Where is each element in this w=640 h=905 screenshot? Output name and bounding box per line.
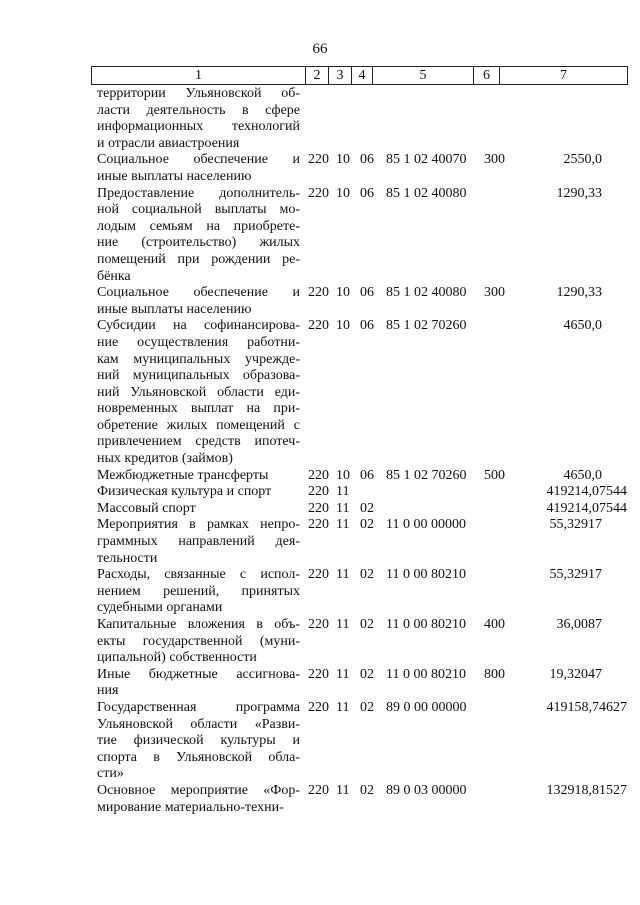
row-col-3: 10 <box>336 318 350 334</box>
row-col-4: 02 <box>360 517 374 533</box>
row-col-3: 11 <box>336 617 350 632</box>
row-col-7: 1290,33 <box>556 185 602 201</box>
row-col-2: 220 <box>308 318 329 334</box>
row-col-3: 10 <box>336 467 350 483</box>
row-name-line: ной социальной выплаты мо- <box>97 202 300 218</box>
row-name-line: новременных выплат на при- <box>97 401 300 417</box>
row-col-5: 11 0 00 80210 <box>386 666 466 682</box>
header-col-4: 4 <box>352 67 373 84</box>
row-name <box>97 501 300 518</box>
row-col-7: 132918,81527 <box>546 782 627 798</box>
row-name-line: ний муниципальных образова- <box>97 368 300 384</box>
header-col-2: 2 <box>306 67 329 84</box>
row-name-line: ние осуществления работни- <box>97 334 300 350</box>
row-col-2: 220 <box>308 152 329 168</box>
row-col-5: 11 0 00 00000 <box>386 517 466 533</box>
row-name-line: спорта в Ульяновской обла- <box>97 749 300 765</box>
table-row <box>97 667 627 700</box>
row-col-7: 55,32917 <box>549 567 602 583</box>
row-name-line: Мероприятия в рамках непро- <box>97 517 300 533</box>
row-name <box>97 667 300 700</box>
row-name-line: Иные бюджетные ассигнова- <box>97 666 300 682</box>
row-col-5: 85 1 02 70260 <box>386 318 467 334</box>
row-col-3: 11 <box>336 500 350 516</box>
row-name-line: привлечением средств ипотеч- <box>97 434 300 450</box>
row-col-7: 1290,33 <box>556 285 602 301</box>
row-col-2: 220 <box>308 500 329 516</box>
row-col-5: 85 1 02 40080 <box>386 185 467 201</box>
row-col-4: 02 <box>360 567 374 583</box>
row-name <box>97 318 300 467</box>
row-name-line: Капитальные вложения в объ- <box>97 617 300 632</box>
row-col-7: 2550,0 <box>563 152 602 168</box>
row-col-2: 220 <box>308 484 329 500</box>
row-name-line: ласти деятельность в сфере <box>97 102 300 118</box>
row-name <box>97 468 300 485</box>
row-name-line: ний Ульяновской области еди- <box>97 384 300 400</box>
row-name-line: Субсидии на софинансирова- <box>97 318 300 334</box>
row-name <box>97 484 300 501</box>
row-name-line: Межбюджетные трансферты <box>97 467 269 483</box>
row-name-line: сти» <box>97 766 124 782</box>
table-row <box>97 186 627 286</box>
row-name-line: иные выплаты населению <box>97 301 252 317</box>
row-col-6: 300 <box>484 285 505 301</box>
table-row <box>97 152 627 185</box>
row-name-line: информационных технологий <box>97 119 300 135</box>
table-row <box>97 783 627 816</box>
table-row <box>97 501 627 518</box>
table-body <box>97 86 627 816</box>
row-name-line: тельности <box>97 550 158 566</box>
row-col-2: 220 <box>308 285 329 301</box>
header-col-6: 6 <box>474 67 500 84</box>
row-col-7: 55,32917 <box>549 517 602 533</box>
table-row <box>97 617 627 667</box>
row-col-4: 06 <box>360 285 374 301</box>
row-name <box>97 86 300 152</box>
row-col-2: 220 <box>308 666 329 682</box>
row-col-4: 02 <box>360 500 374 516</box>
header-col-7: 7 <box>560 68 567 83</box>
row-col-5: 85 1 02 40080 <box>386 285 467 301</box>
row-col-2: 220 <box>308 782 329 798</box>
page-number: 66 <box>312 41 328 57</box>
row-name-line: граммных направлений дея- <box>97 534 300 550</box>
row-col-5: 85 1 02 40070 <box>386 152 467 168</box>
row-col-6: 400 <box>484 617 505 632</box>
row-name-line: ния <box>97 683 119 699</box>
table-row <box>97 86 627 152</box>
row-col-2: 220 <box>308 699 329 715</box>
row-col-7: 4650,0 <box>563 467 602 483</box>
row-col-2: 220 <box>308 567 329 583</box>
row-name-line: Социальное обеспечение и <box>97 285 300 301</box>
row-name-line: иные выплаты населению <box>97 168 252 184</box>
row-col-4: 06 <box>360 318 374 334</box>
row-name <box>97 783 300 816</box>
row-col-6: 800 <box>484 666 505 682</box>
row-name <box>97 517 300 567</box>
row-col-7: 419214,07544 <box>546 484 627 500</box>
row-col-7: 419214,07544 <box>546 500 627 516</box>
row-col-2: 220 <box>308 617 329 632</box>
row-col-6: 300 <box>484 152 505 168</box>
header-col-3: 3 <box>329 67 352 84</box>
row-col-3: 11 <box>336 782 350 798</box>
row-col-3: 11 <box>336 699 350 715</box>
row-col-4: 02 <box>360 617 374 632</box>
row-col-4: 06 <box>360 467 374 483</box>
row-col-2: 220 <box>308 185 329 201</box>
row-col-7: 36,0087 <box>556 617 602 632</box>
row-col-3: 10 <box>336 285 350 301</box>
table-row <box>97 484 627 501</box>
row-name-line: бёнка <box>97 268 131 284</box>
table-row <box>97 517 627 567</box>
row-name-line: обретение жилых помещений с <box>97 417 300 433</box>
row-col-7: 419158,74627 <box>546 699 627 715</box>
row-col-4: 02 <box>360 699 374 715</box>
row-col-5: 89 0 00 00000 <box>386 699 467 715</box>
row-col-3: 11 <box>336 567 350 583</box>
row-col-2: 220 <box>308 517 329 533</box>
header-col-5: 5 <box>373 67 474 84</box>
row-col-2: 220 <box>308 467 329 483</box>
row-name-line: судебными органами <box>97 600 223 616</box>
row-name-line: тие физической культуры и <box>97 733 300 749</box>
row-name <box>97 285 300 318</box>
table-row <box>97 468 627 485</box>
row-name-line: территории Ульяновской об- <box>97 86 300 101</box>
row-name-line: лодым семьям на приобрете- <box>97 218 300 234</box>
row-col-4: 02 <box>360 782 374 798</box>
row-col-4: 06 <box>360 185 374 201</box>
table-row <box>97 285 627 318</box>
row-col-5: 11 0 00 80210 <box>386 567 466 583</box>
row-col-6: 500 <box>484 467 505 483</box>
row-name <box>97 567 300 617</box>
row-name-line: Ульяновской области «Разви- <box>97 716 300 732</box>
row-name-line: ние (строительство) жилых <box>97 235 300 251</box>
row-col-7: 19,32047 <box>549 666 602 682</box>
row-name-line: и отрасли авиастроения <box>97 135 240 151</box>
row-col-4: 06 <box>360 152 374 168</box>
table-row <box>97 567 627 617</box>
row-name-line: кам муниципальных учрежде- <box>97 351 300 367</box>
row-name-line: екты государственной (муни- <box>97 633 300 649</box>
row-name-line: ципальной) собственности <box>97 650 257 666</box>
header-col-1: 1 <box>92 67 306 84</box>
row-name <box>97 186 300 286</box>
row-name-line: ных кредитов (займов) <box>97 451 233 467</box>
row-col-5: 85 1 02 70260 <box>386 467 467 483</box>
row-col-3: 11 <box>336 484 350 500</box>
row-col-4: 02 <box>360 666 374 682</box>
row-name <box>97 617 300 667</box>
row-col-3: 11 <box>336 517 350 533</box>
row-col-3: 10 <box>336 185 350 201</box>
row-name-line: Социальное обеспечение и <box>97 152 300 168</box>
table-header <box>91 66 628 85</box>
row-col-3: 11 <box>336 666 350 682</box>
row-name-line: Государственная программа <box>97 699 300 715</box>
row-name-line: Массовый спорт <box>97 500 196 516</box>
row-name-line: нением решений, принятых <box>97 583 300 599</box>
row-name <box>97 152 300 185</box>
row-name-line: помещений при рождении ре- <box>97 251 300 267</box>
row-name <box>97 700 300 783</box>
row-col-5: 11 0 00 80210 <box>386 617 466 632</box>
row-name-line: Основное мероприятие «Фор- <box>97 782 300 798</box>
row-col-5: 89 0 03 00000 <box>386 782 467 798</box>
row-col-7: 4650,0 <box>563 318 602 334</box>
row-name-line: Физическая культура и спорт <box>97 484 272 500</box>
row-col-3: 10 <box>336 152 350 168</box>
row-name-line: Предоставление дополнитель- <box>97 185 300 201</box>
table-row <box>97 700 627 783</box>
row-name-line: мирование материально-техни- <box>97 799 284 815</box>
table-row <box>97 318 627 467</box>
row-name-line: Расходы, связанные с испол- <box>97 567 300 583</box>
